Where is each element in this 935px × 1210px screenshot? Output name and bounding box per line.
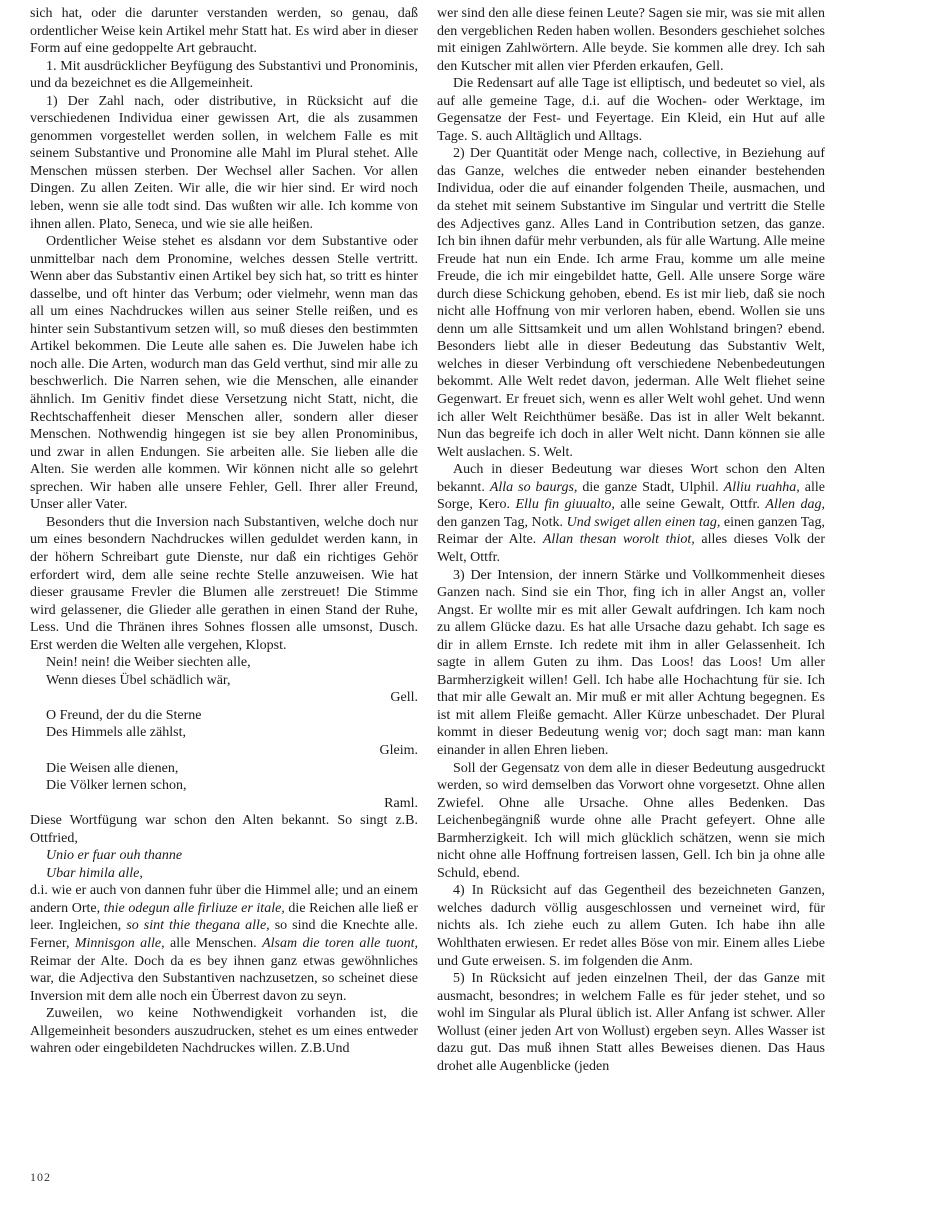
right-column [437, 5, 825, 1075]
paragraph: d.i. wie er auch von dannen fuhr über die Himmel alle; und an einem andern Orte, thie odegun alle firliuze er itale, die Reichen alle ließ er leer. Ingleichen, so sint thie thegana alle, so sind die Knechte alle. Ferner, Minnisgon alle, alle Menschen. Alsam die toren alle tuont, Reimar der Alte. Doch da es bey ihnen ganz etwas gewöhnliches war, die Adjectiva den Substantiven nachzusetzen, so scheinet diese Inversion mit dem alle noch ein Überrest davon zu seyn. [30, 883, 419, 1004]
paragraph: Die Redensart auf alle Tage ist elliptisch, und bedeutet so viel, als auf alle gemeine Tage, d.i. auf die Wochen- oder Werktage, im Gegensatze der Fest- und Feyertage. Ein Kleid, ein Hut auf alle Tage. S. auch Alltäglich und Alltags. [437, 76, 825, 144]
verse-line: Die Weisen alle dienen, [46, 760, 179, 776]
verse-author: Raml. [384, 795, 418, 811]
paragraph: 4) In Rücksicht auf das Gegentheil des bezeichneten Ganzen, welches dadurch völlig ausgeschlossen und verneinet wird, für nichts als. Ich ziehe euch zu allem Guten. Ich habe ihn alle Wohlthaten erwiesen. Er redet alles Böse von mir. Einem alles Liebe und Gute erweisen. S. im folgenden die Anm. [437, 883, 825, 969]
verse-block [30, 760, 418, 813]
paragraph: Soll der Gegensatz von dem alle in dieser Bedeutung ausgedruckt werden, so wird demselben das Vorwort ohne vorgesetzt. Ohne allen Zwiefel. Ohne alle Ursache. Ohne alles Bedenken. Das Leichenbegängniß wurde ohne alle Pracht gefeyert. Ohne alle Barmherzigkeit. Ich will mich glücklich schätzen, wenn sie mich nicht ohne alle Hoffnung fortreisen lassen, Gell. Ich bin ja ohne alle Schuld, ebend. [437, 760, 825, 881]
italic-quotation: Alliu ruahha, [723, 479, 800, 495]
paragraph: Diese Wortfügung war schon den Alten bekannt. So singt z.B. Ottfried, [30, 813, 418, 846]
italic-quotation: Und swiget allen einen tag, [566, 514, 721, 530]
italic-quotation: Allen dag, [765, 497, 826, 513]
verse-block [30, 707, 418, 760]
left-paragraphs [30, 5, 418, 654]
paragraph: wer sind den alle diese feinen Leute? Sagen sie mir, was sie mit allen den vergeblichen Reden haben wollen. Besonders geschiehet solches mit einigen Zahlwörtern. Alle beyde. Sie kommen alle drey. Ich sah den Kutscher mit allen vier Pferden erkaufen, Gell. [437, 6, 825, 74]
italic-quotation: Minnisgon alle, [74, 935, 165, 951]
italic-quotation: Ellu fin giuualto, [515, 497, 615, 513]
paragraph: 5) In Rücksicht auf jeden einzelnen Theil, der das Ganze mit ausmacht, besondres; in welchem Falle es für jeder stehet, und so wohl im Singular als Plural üblich ist. Aller Anfang ist schwer. Aller Wollust (einer jeden Art von Wollust) ergeben seyn. Alles Wasser ist dazu gut. Das muß ihnen Statt alles Beweises dienen. Das Haus drohet alle Augenblicke (jeden [437, 971, 825, 1074]
verse-line: Die Völker lernen schon, [46, 778, 187, 794]
paragraph: Zuweilen, wo keine Nothwendigkeit vorhanden ist, die Allgemeinheit besonders auszudrucken, stehet es um eines entweder wahren oder eingebildeten Nachdruckes willen. Z.B.Und [30, 1006, 418, 1057]
verse-line: Wenn dieses Übel schädlich wär, [46, 672, 231, 688]
paragraph: Besonders thut die Inversion nach Substantiven, welche doch nur um eines besondern Nachdruckes willen geduldet werden kann, in der höhern Schreibart gute Dienste, nur daß ein richtiges Gehör erfordert wird, dem alle seine rechte Stelle anzuweisen. Wie hat dieser grausame Frevler die Blumen alle zerstreuet! Die Stimme wird gelassener, die Glieder alle gerathen in einen Stand der Ruhe, Less. Und die Thränen ihres Sohnes flossen alle umsonst, Dusch. Erst werden die Welten alle vergehen, Klopst. [30, 514, 418, 653]
paragraph: 3) Der Intension, der innern Stärke und Vollkommenheit dieses Ganzen nach. Sind sie ein Thor, fing ich in aller Angst an, voller Angst. Er wollte mir es mit aller Gewalt aufdringen. Ich kam noch zu allem Glücke dazu. Es hat alle Ursache dazu gehabt. Ich sage es dir in allem Ernste. Ich redete mit ihm in aller Gelassenheit. Ich sagte in allem Guten zu ihm. Das Loos! das Loos! Um aller Barmherzigkeit willen! Gell. Ich habe alle Hochachtung für sie. Ich that mir alle Gewalt an. Mir muß er mit aller Achtung begegnen. Es ist mit allem Fleiße gemacht. Aller Kürze unbeschadet. Der Plural kommt in dieser Bedeutung wenig vor; doch sagt man: man kann einander in allen Ehren lieben. [437, 567, 825, 758]
italic-quotation: Alla so baurgs, [489, 479, 578, 495]
verse-author: Gleim. [379, 742, 418, 758]
italic-quotation: so sint thie thegana alle, [126, 918, 270, 934]
verse-line: O Freund, der du die Sterne [46, 707, 202, 723]
page-number: 102 [30, 1170, 51, 1184]
verse-line: Ubar himila alle, [46, 865, 143, 881]
verse-line: Unio er fuar ouh thanne [46, 848, 183, 864]
italic-quotation: Allan thesan worolt thiot, [542, 532, 695, 548]
verse-line: Des Himmels alle zählst, [46, 725, 186, 741]
paragraph: Ordentlicher Weise stehet es alsdann vor dem Substantive oder unmittelbar nach dem Pronomine, welches dessen Stelle vertritt. Wenn aber das Substantiv einen Artikel bey sich hat, so tritt es hinter dasselbe, und oft hinter das Verbum; oder vielmehr, wenn man das all um eines Nachdruckes willen aus seiner Stelle reißen, und es hinter sein Substantivum setzen will, so muß dieses den bestimmten Artikel bekommen. Die Leute alle sahen es. Die Juwelen habe ich noch alle. Die Arten, wodurch man das Geld verthut, sind mir alle zu beschwerlich. Die Narren sehen, wie die Menschen, alle einander ähnlich. Im Genitiv findet diese Versetzung nicht Statt, nicht, die Rechtschaffenheit dieser Menschen aller, sondern aller dieser Menschen. Nothwendig hingegen ist sie bey allen Pronominibus, und zwar in allen Endungen. Sie arbeiten alle. Sie lieben alle die Alten. Sie werden alle kommen. Wir können nicht alle so gelehrt sprechen. Wir haben alle unsere Fehler, Gell. Ihrer aller Freund, Unser aller Vater. [30, 234, 418, 513]
verse-line: Nein! nein! die Weiber siechten alle, [46, 655, 251, 671]
italic-quotation: thie odegun alle firliuze er itale, [103, 900, 285, 916]
paragraph: 1) Der Zahl nach, oder distributive, in Rücksicht auf die verschiedenen Individua einer gewissen Art, die als zusammen genommen vorgestellet werden sollen, in welchem Falle es mit seinem Substantive und Pronomine alle Mahl im Plural stehet. Alle Menschen müssen sterben. Der Wechsel aller Sachen. Vor allen Dingen. Zu allen Zeiten. Wir alle, die wir hier sind. Er wird noch leben, wenn sie alle todt sind. Das wußten wir alle. Ich komme von ihnen allen. Plato, Seneca, und wie sie alle heißen. [30, 93, 418, 232]
verse-author: Gell. [390, 690, 418, 706]
verse-block [30, 654, 418, 707]
paragraph: sich hat, oder die darunter verstanden werden, so genau, daß ordentlicher Weise kein Artikel mehr Statt hat. Es wird aber in dieser Form auf eine gedoppelte Art gebraucht. [30, 6, 418, 57]
verse-quotations [30, 654, 418, 812]
italic-quotation: Alsam die toren alle tuont, [262, 935, 419, 951]
left-paragraphs-end [30, 882, 418, 1057]
left-column [30, 5, 418, 1058]
paragraph: 2) Der Quantität oder Menge nach, collective, in Beziehung auf das Ganze, welches die entweder neben einander bestehenden Individua, oder die auf einander folgenden Theile, ausmachen, und da stehet mit seinem Substantive im Singular und vertritt die Stelle des Adjectives ganz. Alles Land in Contribution setzen, das ganze. Ich bin ihnen dafür mehr verbunden, als für alle Wartung. Alle meine Freude hat nun ein Ende. Ich arme Frau, komme um alle meine Freude, die ich mir eingebildet hatte, Gell. Alle unsere Sorge wäre durch diese Schickung gehoben, ebend. Es ist mir lieb, daß sie noch nicht alle Hoffnung von mir verloren haben, ebend. Wollen sie uns denn um alle Sittsamkeit und um allen Wohlstand bringen? ebend. Besonders liebt alle in dieser Bedeutung das Substantiv Welt, welches in dieser Verbindung oft verschiedene Nebenbedeutungen bekommt. Alle Welt redet davon, jederman. Alle Welt fliehet seine Gegenwart. Er freuet sich, wenn es aller Welt wohl gehet. Und wenn ich aller Welt Reichthümer besäße. Das ist in aller Welt bekannt. Nun das begreife ich doch in aller Welt nicht. Dann können sie alle Welt auslachen. S. Welt. [437, 146, 825, 460]
paragraph: Auch in dieser Bedeutung war dieses Wort schon den Alten bekannt. Alla so baurgs, die ganze Stadt, Ulphil. Alliu ruahha, alle Sorge, Kero. Ellu fin giuualto, alle seine Gewalt, Ottfr. Allen dag, den ganzen Tag, Notk. Und swiget allen einen tag, einen ganzen Tag, Reimar der Alte. Allan thesan worolt thiot, alles dieses Volk der Welt, Ottfr. [437, 462, 826, 565]
paragraph: 1. Mit ausdrücklicher Beyfügung des Substantivi und Pronominis, und da bezeichnet es die Allgemeinheit. [30, 58, 418, 92]
ottfried-quote [30, 847, 418, 882]
